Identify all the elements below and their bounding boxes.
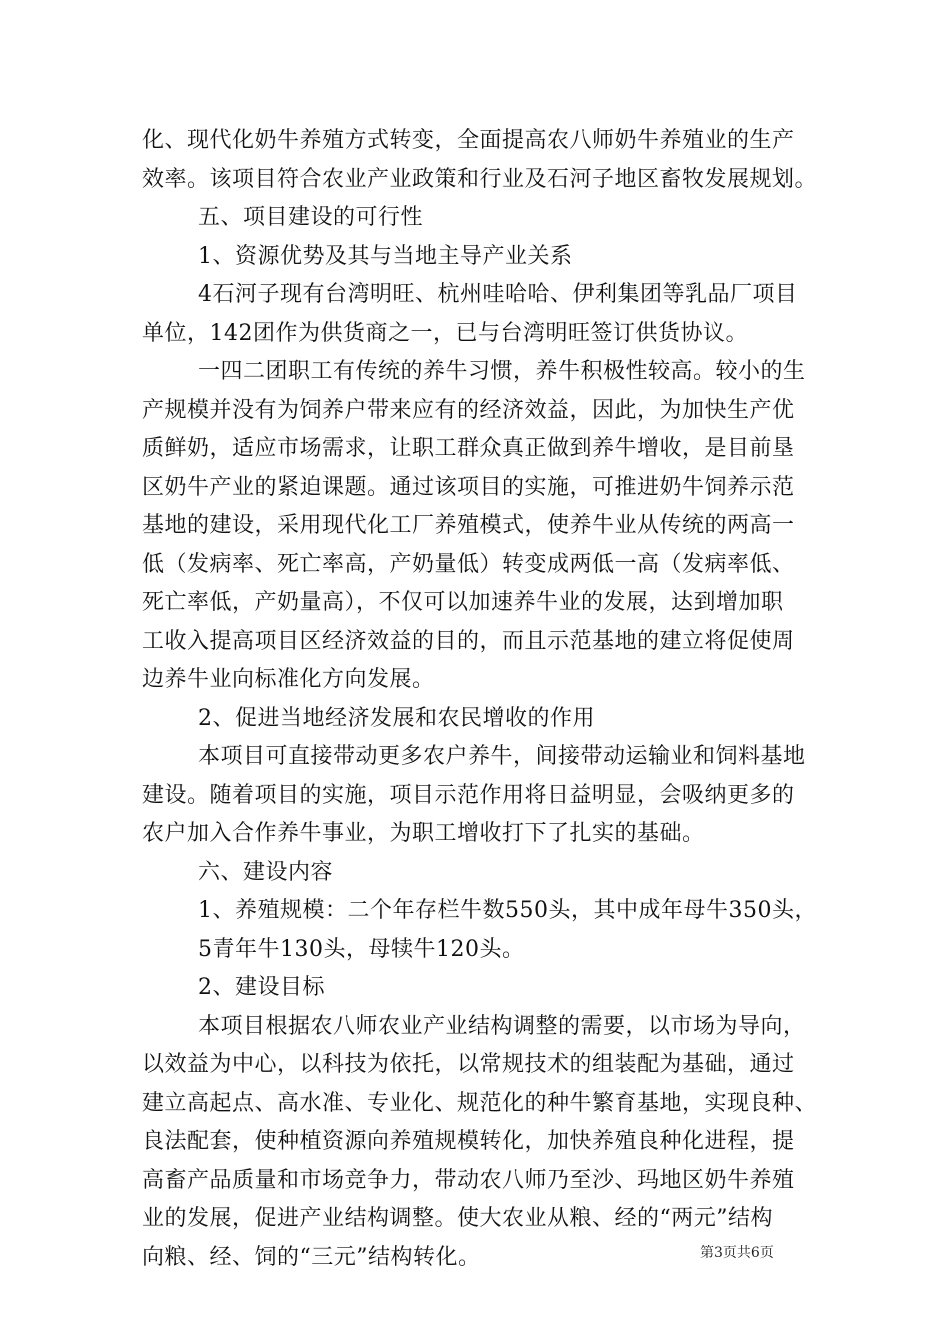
text-line: 以效益为中心，以科技为依托，以常规技术的组装配为基础，通过	[142, 1052, 795, 1077]
text-line: 低（发病率、死亡率高，产奶量低）转变成两低一高（发病率低、	[142, 551, 795, 577]
text-line: 区奶牛产业的紧迫课题。通过该项目的实施，可推进奶牛饲养示范	[142, 474, 795, 500]
text-line: 本项目可直接带动更多农户养牛，间接带动运输业和饲料基地	[198, 744, 806, 769]
text-line: 建立高起点、高水准、专业化、规范化的种牛繁育基地，实现良种、	[142, 1090, 818, 1116]
text-line: 5青年牛130头，母犊牛120头。	[198, 936, 525, 962]
text-line: 化、现代化奶牛养殖方式转变，全面提高农八师奶牛养殖业的生产	[142, 128, 795, 153]
text-line: 单位，142团作为供货商之一，已与台湾明旺签订供货协议。	[142, 320, 748, 346]
text-line: 农户加入合作养牛事业，为职工增收打下了扎实的基础。	[142, 821, 705, 846]
text-line: 良法配套，使种植资源向养殖规模转化，加快养殖良种化进程，提	[142, 1129, 795, 1154]
text-line: 工收入提高项目区经济效益的目的，而且示范基地的建立将促使周	[142, 628, 795, 654]
text-line: 2、促进当地经济发展和农民增收的作用	[198, 705, 595, 731]
text-line: 业的发展，促进产业结构调整。使大农业从粮、经的“两元”结构	[142, 1206, 773, 1231]
text-line: 边养牛业向标准化方向发展。	[142, 667, 435, 692]
text-line: 建设。随着项目的实施，项目示范作用将日益明显，会吸纳更多的	[142, 782, 795, 808]
page-number: 第3页共6页	[700, 1245, 774, 1261]
text-line: 效率。该项目符合农业产业政策和行业及石河子地区畜牧发展规划。	[142, 166, 818, 192]
text-line: 高畜产品质量和市场竞争力，带动农八师乃至沙、玛地区奶牛养殖	[142, 1167, 795, 1193]
text-line: 死亡率低，产奶量高），不仅可以加速养牛业的发展，达到增加职	[142, 590, 784, 615]
text-line: 本项目根据农八师农业产业结构调整的需要，以市场为导向，	[198, 1013, 806, 1039]
text-line: 五、项目建设的可行性	[198, 205, 424, 230]
text-line: 基地的建设，采用现代化工厂养殖模式，使养牛业从传统的两高一	[142, 513, 795, 538]
text-line: 质鲜奶，适应市场需求，让职工群众真正做到养牛增收，是目前垦	[142, 436, 795, 461]
text-line: 一四二团职工有传统的养牛习惯，养牛积极性较高。较小的生	[198, 359, 806, 384]
text-line: 向粮、经、饲的“三元”结构转化。	[142, 1244, 481, 1270]
text-line: 4石河子现有台湾明旺、杭州哇哈哈、伊利集团等乳品厂项目	[198, 282, 798, 307]
text-line: 2、建设目标	[198, 975, 325, 1000]
text-line: 1、养殖规模：二个年存栏牛数550头，其中成年母牛350头，	[198, 898, 817, 923]
text-line: 1、资源优势及其与当地主导产业关系	[198, 243, 573, 269]
document-body	[142, 122, 818, 1277]
text-line: 六、建设内容	[198, 859, 334, 885]
text-line: 产规模并没有为饲养户带来应有的经济效益，因此，为加快生产优	[142, 397, 795, 423]
